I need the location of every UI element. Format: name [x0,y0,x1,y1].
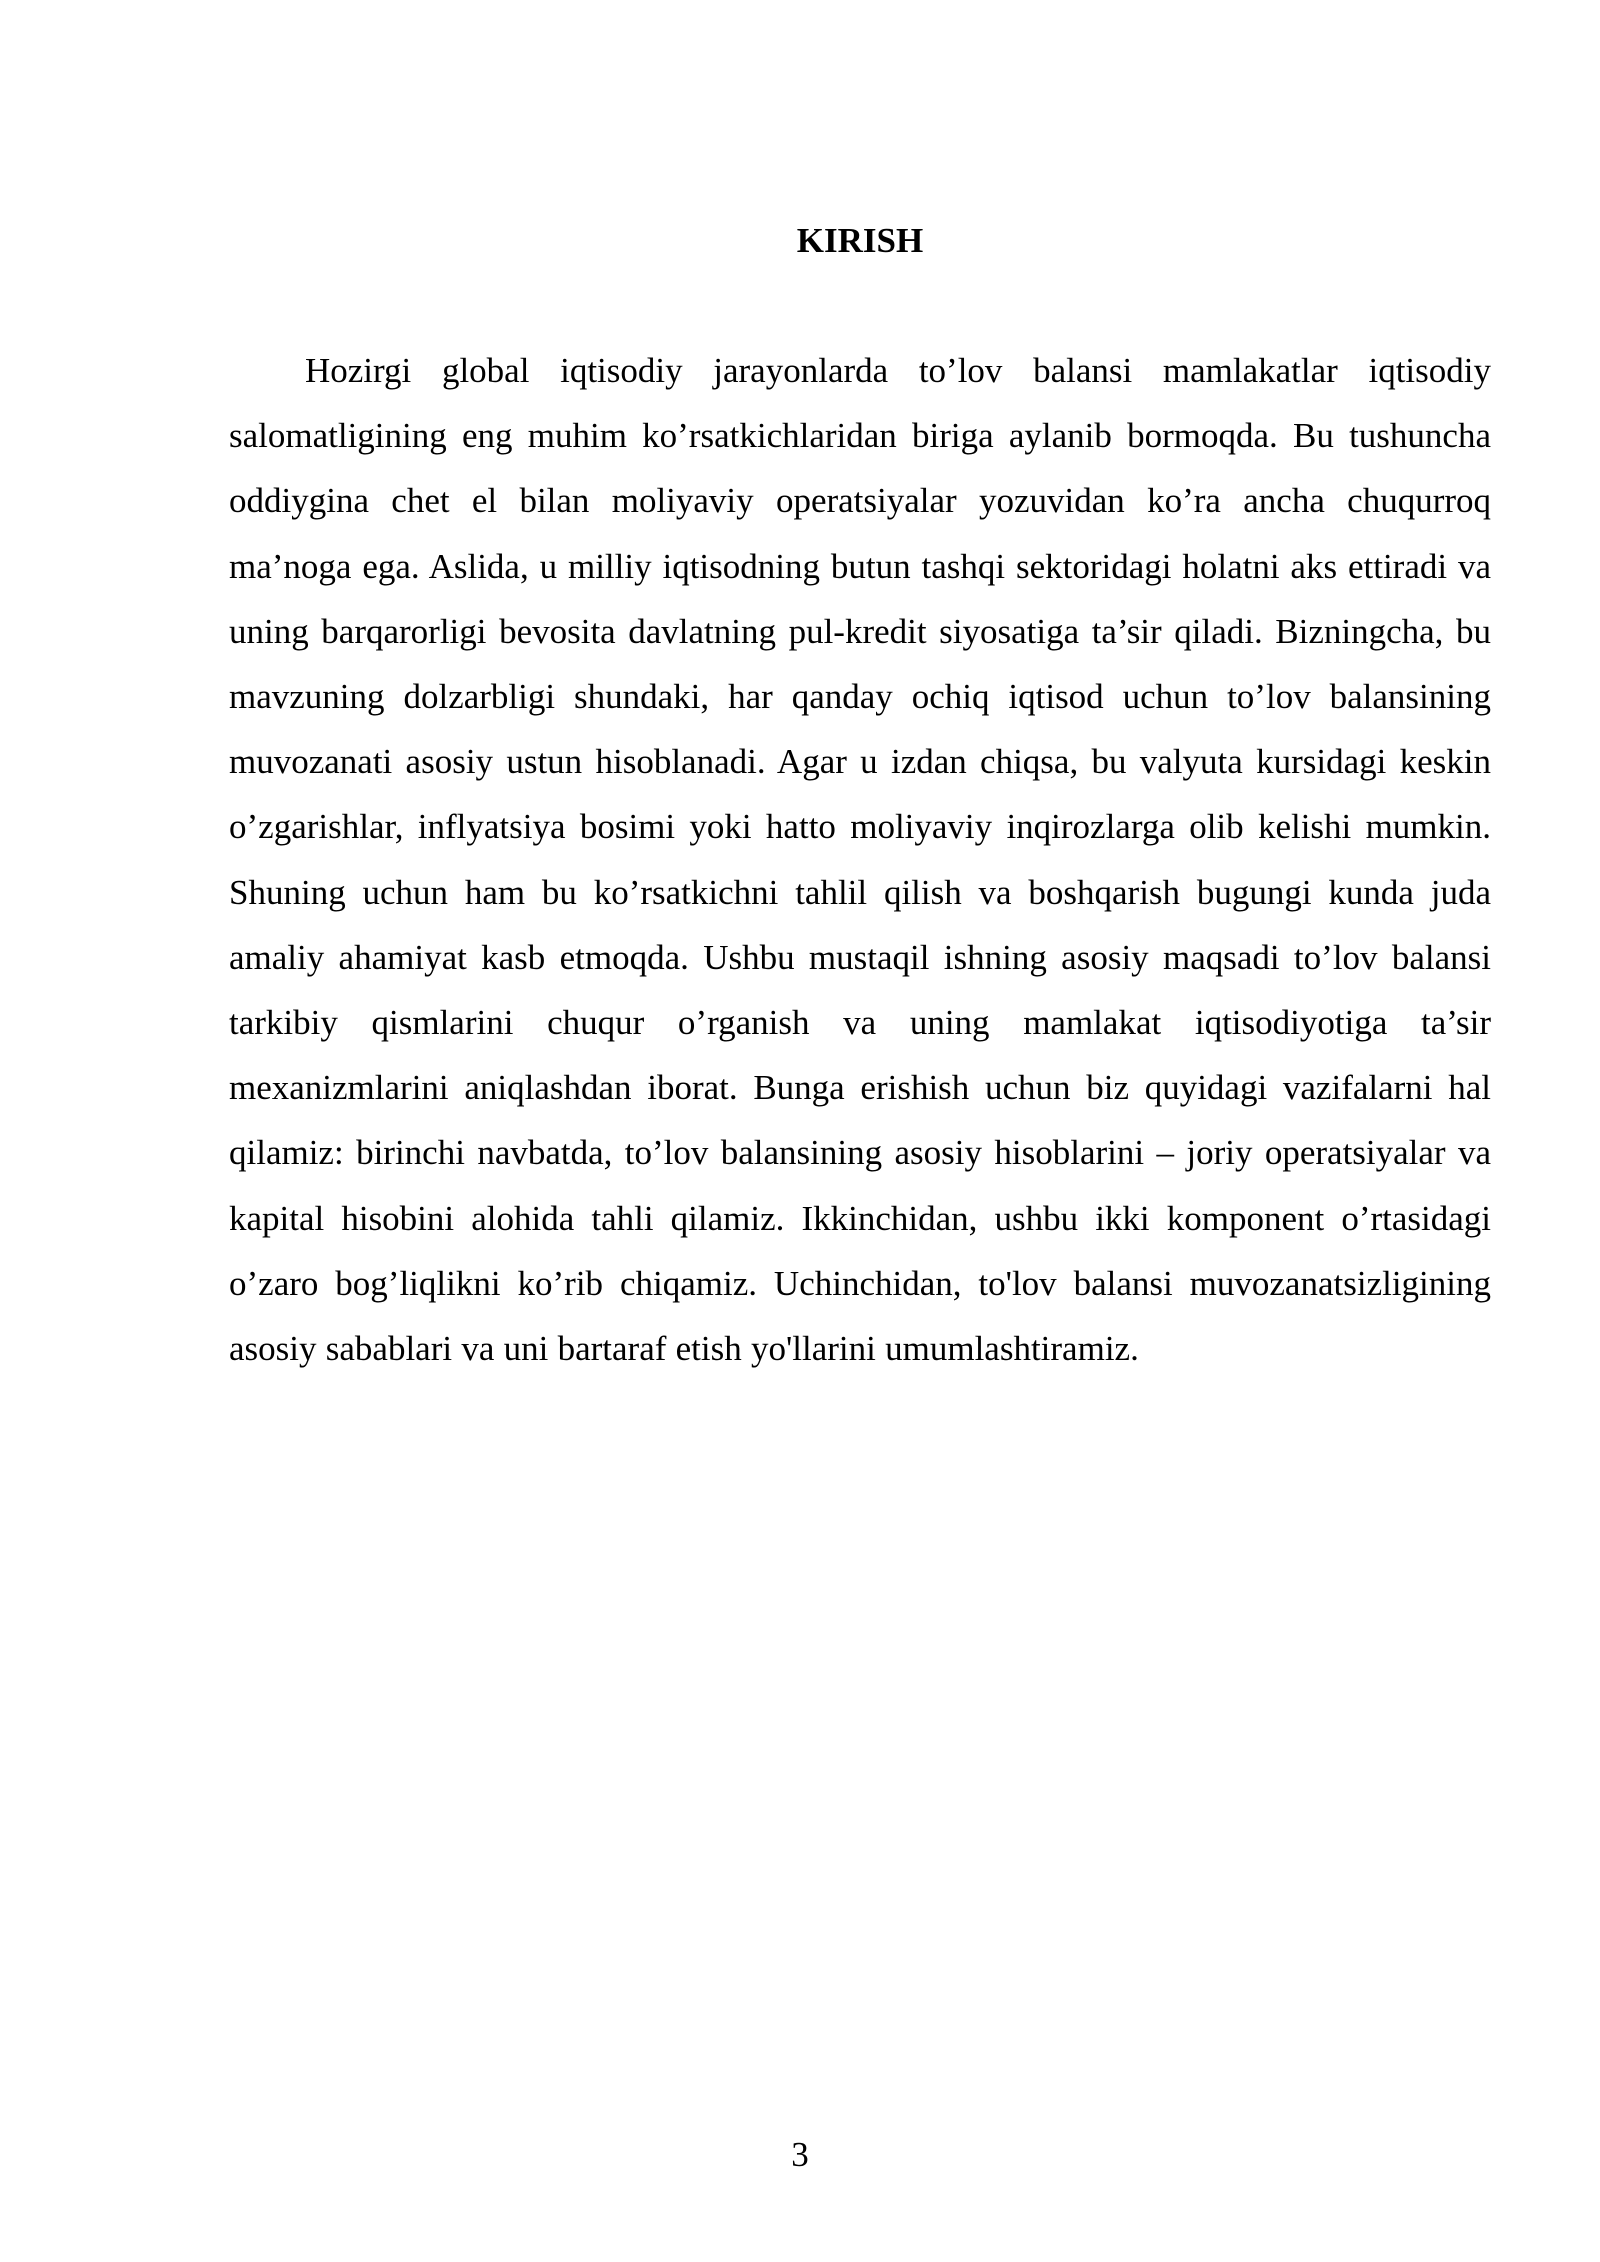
section-heading: KIRISH [796,221,924,260]
page-number: 3 [791,2135,809,2174]
body-paragraph: Hozirgi global iqtisodiy jarayonlarda to’lov balansi mamlakatlar iqtisodiy salomatligining eng muhim ko’rsatkichlaridan biriga aylanib bormoqda. Bu tushuncha oddiygina chet el bilan moliyaviy operatsiyalar yozuvidan ko’ra ancha chuqurroq ma’noga ega. Aslida, u milliy iqtisodning butun tashqi sektoridagi holatni aks ettiradi va uning barqarorligi bevosita davlatning pul-kredit siyosatiga ta’sir qiladi. Bizningcha, bu mavzuning dolzarbligi shundaki, har qanday ochiq iqtisod uchun to’lov balansining muvozanati asosiy ustun hisoblanadi. Agar u izdan chiqsa, bu valyuta kursidagi keskin o’zgarishlar, inflyatsiya bosimi yoki hatto moliyaviy inqirozlarga olib kelishi mumkin. Shuning uchun ham bu ko’rsatkichni tahlil qilish va boshqarish bugungi kunda juda amaliy ahamiyat kasb etmoqda. Ushbu mustaqil ishning asosiy maqsadi to’lov balansi tarkibiy qismlarini chuqur o’rganish va uning mamlakat iqtisodiyotiga ta’sir mexanizmlarini aniqlashdan iborat. Bunga erishish uchun biz quyidagi vazifalarni hal qilamiz: birinchi navbatda, to’lov balansining asosiy hisoblarini – joriy operatsiyalar va kapital hisobini alohida tahli qilamiz. Ikkinchidan, ushbu ikki komponent o’rtasidagi o’zaro bog’liqlikni ko’rib chiqamiz. Uchinchidan, to'lov balansi muvozanatsizligining asosiy sabablari va uni bartaraf etish yo'llarini umumlashtiramiz. [229,351,1491,1369]
